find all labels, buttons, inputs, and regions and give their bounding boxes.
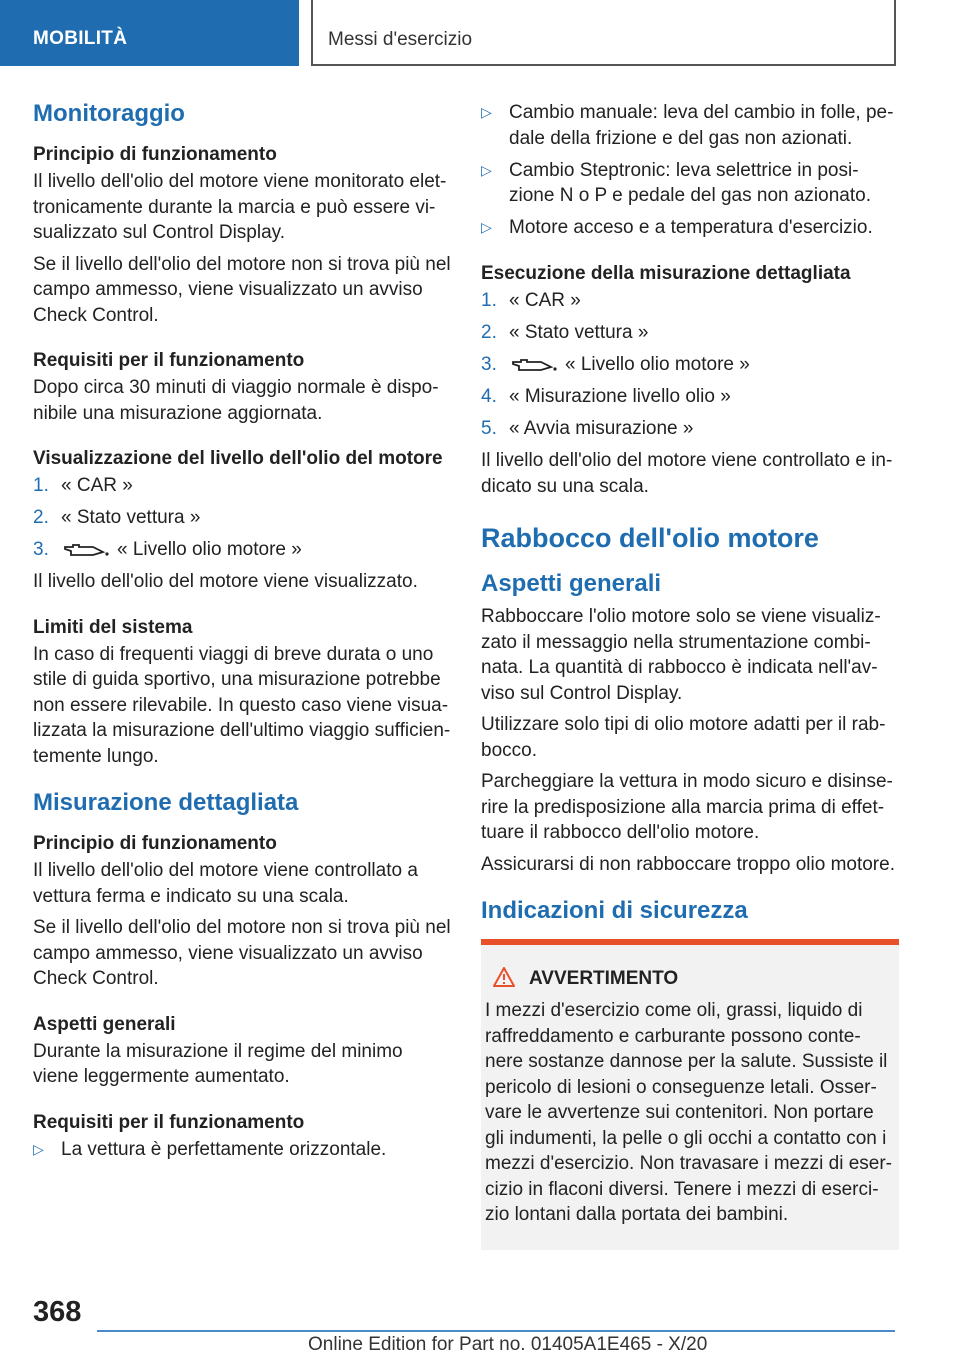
- paragraph: Il livello dell'olio del motore viene controllato e in-dicato su una scala.: [481, 450, 893, 497]
- chapter-title: Messi d'esercizio: [328, 29, 473, 50]
- subheading-requisiti: Requisiti per il funzionamento: [33, 350, 305, 371]
- paragraph: In caso di frequenti viaggi di breve durata o uno stile di guida sportivo, una misurazione potrebbe non essere rilevabile. In questo caso viene visua-lizzata la misurazione dell'ultimo viaggio sufficien-temente lungo.: [33, 643, 451, 767]
- warning-triangle-icon: [493, 967, 515, 987]
- list-item: 1. « CAR »: [481, 290, 581, 311]
- warning-box: [481, 939, 899, 1250]
- paragraph: Utilizzare solo tipi di olio motore adatti per il rab-bocco.: [481, 714, 886, 761]
- right-column: [481, 100, 899, 1250]
- paragraph: Parcheggiare la vettura in modo sicuro e disinse-rire la predisposizione alla marcia prima di effet-tuare il rabbocco dell'olio motore.: [481, 771, 893, 843]
- heading-aspetti: Aspetti generali: [481, 570, 662, 597]
- left-column: [33, 100, 451, 1169]
- oil-can-icon: [511, 358, 557, 372]
- subheading-requisiti: Requisiti per il funzionamento: [33, 1111, 305, 1133]
- triangle-bullet-icon: ▷: [33, 1140, 44, 1157]
- list-item: 2. « Stato vettura »: [481, 322, 649, 343]
- triangle-bullet-icon: ▷: [481, 219, 492, 235]
- footer-edition: Online Edition for Part no. 01405A1E465 - X/20: [308, 1334, 708, 1355]
- footer-divider: [97, 1330, 895, 1332]
- list-item: ▷ Motore acceso e a temperatura d'esercizio.: [481, 215, 899, 241]
- section-label: MOBILITÀ: [33, 28, 128, 49]
- triangle-bullet-icon: ▷: [481, 161, 492, 178]
- paragraph: Dopo circa 30 minuti di viaggio normale è dispo-nibile una misurazione aggiornata.: [33, 377, 439, 424]
- list-item: 3. « Livello olio motore »: [33, 539, 302, 560]
- triangle-bullet-icon: ▷: [481, 104, 492, 120]
- steps-list: [33, 473, 451, 563]
- paragraph: Assicurarsi di non rabboccare troppo olio motore.: [481, 853, 895, 875]
- list-item: ▷ Cambio manuale: leva del cambio in folle, pe-dale della frizione e del gas non azionati.: [481, 102, 894, 149]
- heading-rabbocco: Rabbocco dell'olio motore: [481, 523, 819, 553]
- subheading-esecuzione: Esecuzione della misurazione dettagliata: [481, 263, 851, 284]
- subheading-aspetti: Aspetti generali: [33, 1013, 176, 1035]
- paragraph: Se il livello dell'olio del motore non si trova più nel campo ammesso, viene visualizzato un avviso Check Control.: [33, 917, 451, 989]
- page-header: [0, 0, 960, 66]
- heading-misurazione: Misurazione dettagliata: [33, 789, 299, 816]
- chapter-header: [311, 0, 896, 66]
- section-tab: [0, 0, 299, 66]
- list-item: ▷ Cambio Steptronic: leva selettrice in posi-zione N o P e pedale del gas non azionato.: [481, 159, 871, 206]
- subheading-visualizzazione: Visualizzazione del livello dell'olio del motore: [33, 448, 443, 469]
- paragraph: Durante la misurazione il regime del minimo viene leggermente aumentato.: [33, 1040, 403, 1087]
- bullet-list: [33, 1137, 451, 1163]
- warning-title: AVVERTIMENTO: [493, 967, 893, 990]
- heading-monitoraggio: Monitoraggio: [33, 100, 185, 127]
- subheading-principio: Principio di funzionamento: [33, 144, 277, 165]
- page-number: 368: [33, 1296, 82, 1328]
- paragraph: Il livello dell'olio del motore viene controllato a vettura ferma e indicato su una scala.: [33, 860, 418, 907]
- list-item: 3. « Livello olio motore »: [481, 354, 750, 375]
- oil-can-icon: [63, 543, 109, 557]
- bullet-list: [481, 100, 899, 241]
- paragraph: Il livello dell'olio del motore viene visualizzato.: [33, 571, 418, 592]
- subheading-principio: Principio di funzionamento: [33, 833, 277, 854]
- paragraph: Se il livello dell'olio del motore non si trova più nel campo ammesso, viene visualizzato un avviso Check Control.: [33, 253, 451, 326]
- steps-list: [481, 288, 899, 442]
- paragraph: Il livello dell'olio del motore viene monitorato elet-tronicamente durante la marcia e può essere vi-sualizzato sul Control Display.: [33, 171, 447, 243]
- warning-text: I mezzi d'esercizio come oli, grassi, liquido di raffreddamento e carburante possono conte-nere sostanze dannose per la salute. Sussiste il pericolo di lesioni o conseguenze letali. Osser-vare le avvertenze sui contenitori. Non portare gli indumenti, la pelle o gli occhi a contatto con i mezzi d'esercizio. Non travasare i mezzi di eser-cizio in flaconi diversi. Tenere i mezzi di eserci-zio lontani dalla portata dei bambini.: [485, 1000, 892, 1225]
- subheading-limiti: Limiti del sistema: [33, 616, 193, 638]
- list-item: 1. « CAR »: [33, 475, 133, 496]
- list-item: 2. « Stato vettura »: [33, 507, 201, 528]
- list-item: 5. « Avvia misurazione »: [481, 418, 694, 439]
- list-item: 4. « Misurazione livello olio »: [481, 386, 731, 407]
- heading-sicurezza: Indicazioni di sicurezza: [481, 897, 748, 924]
- list-item: ▷ La vettura è perfettamente orizzontale.: [33, 1137, 451, 1163]
- paragraph: Rabboccare l'olio motore solo se viene visualiz-zato il messaggio nella strumentazione combi-nata. La quantità di rabbocco è indicata nell'av-viso sul Control Display.: [481, 606, 881, 704]
